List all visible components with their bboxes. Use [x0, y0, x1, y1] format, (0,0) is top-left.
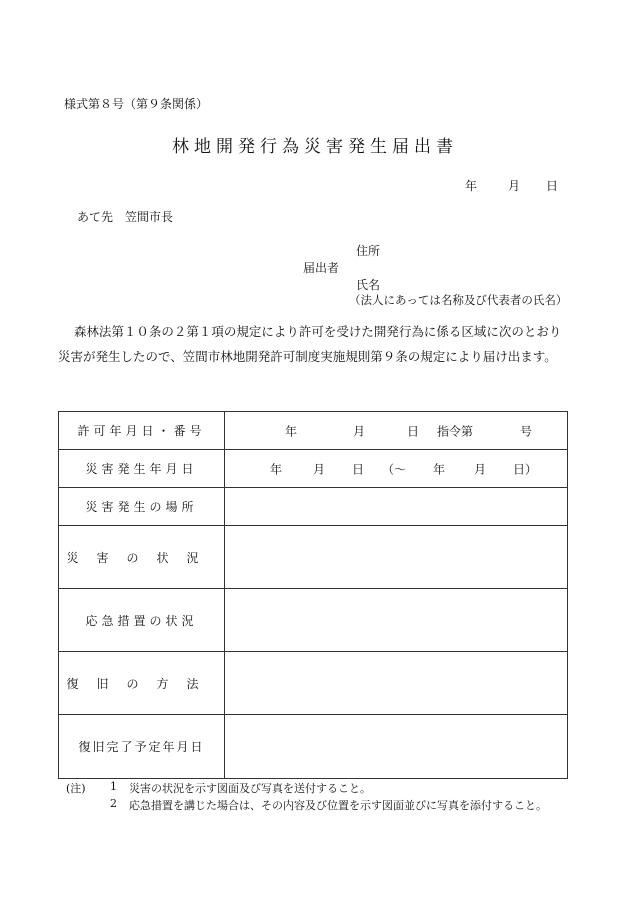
permit-order-label: 指令第: [437, 424, 474, 438]
disaster-day2-label: 日）: [513, 462, 538, 476]
addressee: あて先 笠間市長: [77, 210, 174, 224]
row-value-permit[interactable]: [225, 412, 568, 450]
table-row: [59, 450, 568, 488]
row-value-recovery-method[interactable]: [225, 652, 568, 715]
row-value-situation[interactable]: [225, 526, 568, 589]
name-label: 氏名: [356, 278, 381, 292]
address-label: 住所: [356, 244, 381, 258]
table-row: [59, 488, 568, 526]
disaster-range-open: （～: [382, 462, 407, 476]
name-note: （法人にあっては名称及び代表者の氏名）: [349, 293, 568, 307]
disaster-year-label: 年: [270, 462, 283, 476]
row-label-situation: 災害の状況: [59, 526, 225, 589]
permit-year-label: 年: [285, 424, 298, 438]
permit-day-label: 日: [407, 424, 420, 438]
row-value-location[interactable]: [225, 488, 568, 526]
note-1-number: 1: [110, 780, 117, 793]
note-2-text: 応急措置を講じた場合は、その内容及び位置を示す図面並びに写真を添付すること。: [129, 799, 547, 812]
row-label-disaster-date: 災害発生年月日: [59, 450, 225, 488]
row-value-disaster-date[interactable]: [225, 450, 568, 488]
table-row: [59, 652, 568, 715]
form-table: [58, 411, 568, 779]
row-value-emergency[interactable]: [225, 589, 568, 652]
notes-prefix: (注): [66, 782, 86, 795]
row-label-permit: 許可年月日・番号: [59, 412, 225, 450]
note-2-number: 2: [110, 797, 117, 810]
note-1-text: 災害の状況を示す図面及び写真を送付すること。: [129, 782, 371, 795]
disaster-year2-label: 年: [433, 462, 446, 476]
row-label-emergency: 応急措置の状況: [59, 589, 225, 652]
row-label-completion-date: 復旧完了予定年月日: [59, 715, 225, 779]
permit-month-label: 月: [353, 424, 366, 438]
disaster-month2-label: 月: [474, 462, 487, 476]
permit-number-label: 号: [520, 424, 533, 438]
date-day-label: 日: [546, 179, 559, 193]
row-label-recovery-method: 復旧の方法: [59, 652, 225, 715]
document-title: 林地開発行為災害発生届出書: [172, 137, 458, 157]
row-value-completion-date[interactable]: [225, 715, 568, 779]
row-label-location: 災害発生の場所: [59, 488, 225, 526]
table-row: [59, 526, 568, 589]
table-row: [59, 589, 568, 652]
disaster-month-label: 月: [313, 462, 326, 476]
form-number: 様式第８号（第９条関係）: [64, 97, 209, 111]
date-month-label: 月: [508, 179, 521, 193]
table-row: [59, 715, 568, 779]
body-text: 森林法第１０条の２第１項の規定により許可を受けた開発行為に係る区域に次のとおり災害が発生したので、笠間市林地開発許可制度実施規則第９条の規定により届け出ます。: [58, 324, 562, 364]
date-year-label: 年: [465, 179, 478, 193]
applicant-label: 届出者: [303, 261, 340, 275]
table-row: [59, 412, 568, 450]
disaster-day-label: 日: [352, 462, 365, 476]
